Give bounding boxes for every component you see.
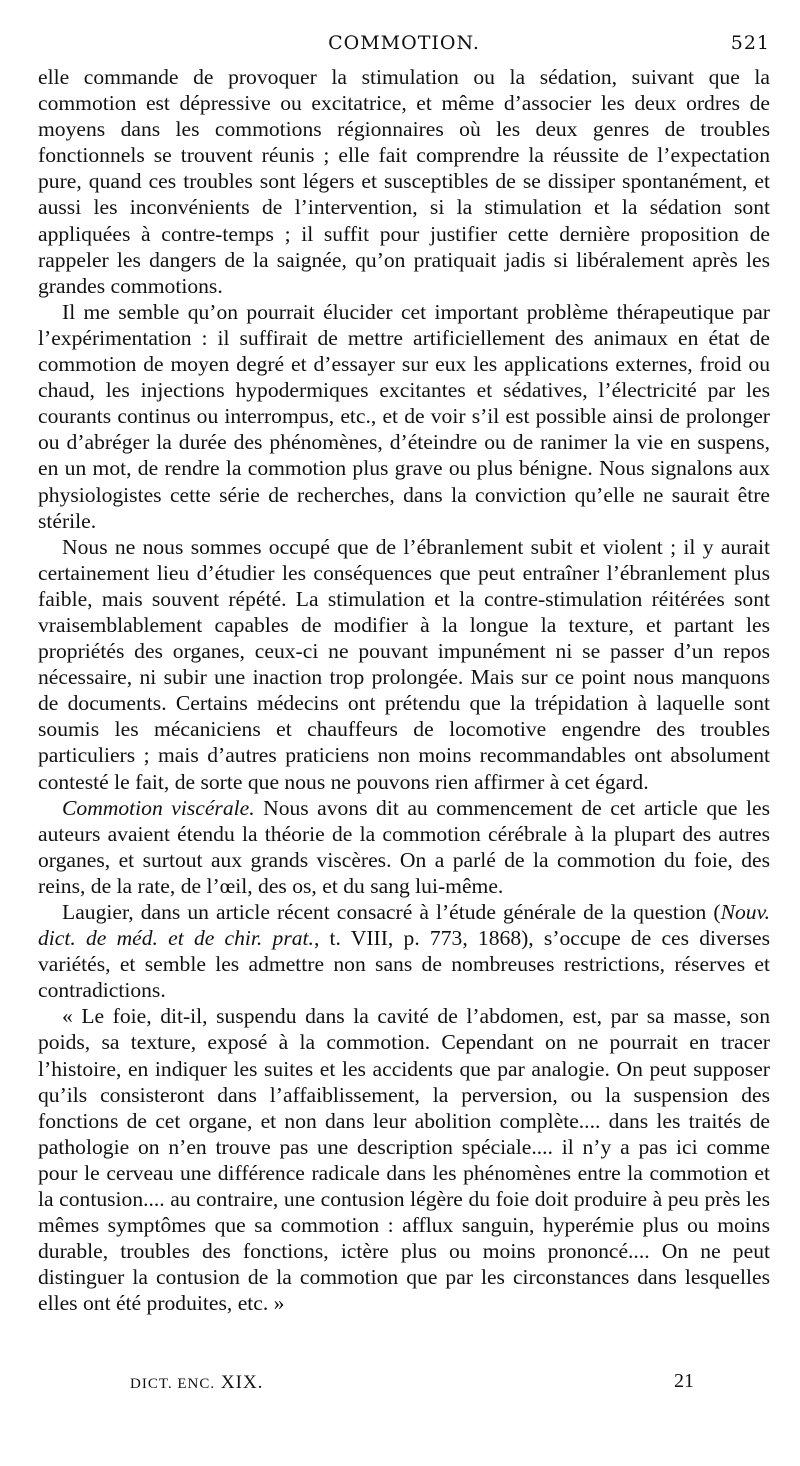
- signature-volume: XIX.: [220, 1372, 264, 1393]
- paragraph-2: Il me semble qu’on pourrait élucider cet important problème thérapeutique par l’expérimentation : il suffirait de mettre artificiellement des animaux en état de commotion de moyen degré et d’essayer sur eux les applications externes, froid ou chaud, les injections hypodermiques excitantes et sédatives, l’électricité par les courants continus ou interrompus, etc., et de voir s’il est possible ainsi de prolonger ou d’abréger la durée des phénomènes, d’éteindre ou de ranimer la vie en suspens, en un mot, de rendre la commotion plus grave ou plus bénigne. Nous signalons aux physiologistes cette série de recherches, dans la conviction qu’elle ne saurait être stérile.: [38, 299, 770, 533]
- signature-label: DICT. ENC.: [130, 1376, 216, 1392]
- citation: Nouv. dict. de méd. et de chir. prat.: [38, 900, 770, 951]
- page-footer: [38, 1370, 770, 1400]
- article-body: [38, 64, 770, 1317]
- sheet-number: 21: [674, 1370, 694, 1392]
- running-title: COMMOTION.: [328, 32, 480, 54]
- page-header: [38, 26, 770, 64]
- paragraph-5: [38, 899, 770, 1003]
- paragraph-4: [38, 795, 770, 899]
- section-heading: Commotion viscérale.: [62, 795, 255, 820]
- paragraph-5-pre: Laugier, dans un article récent consacré à l’étude générale de la question (: [62, 900, 721, 924]
- paragraph-6-quotation: « Le foie, dit-il, suspendu dans la cavité de l’abdomen, est, par sa masse, son poids, sa texture, exposé à la commotion. Cependant on ne pourrait en tracer l’histoire, en indiquer les suites et les accidents que par analogie. On peut supposer qu’ils consisteront dans l’affaiblissement, la perversion, ou la suspension des fonctions de cet organe, et non dans leur abolition complète.... dans les traités de pathologie on n’en trouve pas une description spéciale.... il n’y a pas ici comme pour le cerveau une différence radicale dans les phénomènes entre la commotion et la contusion.... au contraire, une contusion légère du foie doit produire à peu près les mêmes symptômes que sa commotion : afflux sanguin, hyperémie plus ou moins durable, troubles des fonctions, ictère plus ou moins prononcé.... On ne peut distinguer la contusion de la commotion que par les circonstances dans lesquelles elles ont été produites, etc. »: [38, 1004, 770, 1316]
- printer-signature: [130, 1372, 263, 1394]
- paragraph-5-post: , t. VIII, p. 773, 1868), s’occupe de ces diverses variétés, et semble les admettre non sans de nombreuses restrictions, réserves et contradictions.: [38, 926, 770, 1003]
- paragraph-4-text: Nous avons dit au commencement de cet article que les auteurs avaient étendu la théorie de la commotion cérébrale à la plupart des autres organes, et surtout aux grands viscères. On a parlé de la commotion du foie, des reins, de la rate, de l’œil, des os, et du sang lui-même.: [38, 795, 770, 898]
- paragraph-3: Nous ne nous sommes occupé que de l’ébranlement subit et violent ; il y aurait certainement lieu d’étudier les conséquences que peut entraîner l’ébranlement plus faible, mais souvent répété. La stimulation et la contre-stimulation réitérées sont vraisemblablement capables de modifier à la longue la texture, et partant les propriétés des organes, ceux-ci ne pouvant impunément ni se passer d’un repos nécessaire, ni subir une inaction trop prolongée. Mais sur ce point nous manquons de documents. Certains médecins ont prétendu que la trépidation à laquelle sont soumis les mécaniciens et chauffeurs de locomotive engendre des troubles particuliers ; mais d’autres praticiens non moins recommandables ont absolument contesté le fait, de sorte que nous ne pouvons rien affirmer à cet égard.: [38, 534, 770, 794]
- paragraph-1: elle commande de provoquer la stimulation ou la sédation, suivant que la commotion est dépressive ou excitatrice, et même d’associer les deux ordres de moyens dans les commotions régionnaires où les deux genres de troubles fonctionnels se trouvent réunis ; elle fait comprendre la réussite de l’expectation pure, quand ces troubles sont légers et susceptibles de se dissiper spontanément, et aussi les inconvénients de l’intervention, si la stimulation et la sédation sont appliquées à contre-temps ; il suffit pour justifier cette dernière proposition de rappeler les dangers de la saignée, qu’on pratiquait jadis si libéralement après les grandes commotions.: [38, 65, 770, 298]
- page-number: 521: [730, 32, 770, 54]
